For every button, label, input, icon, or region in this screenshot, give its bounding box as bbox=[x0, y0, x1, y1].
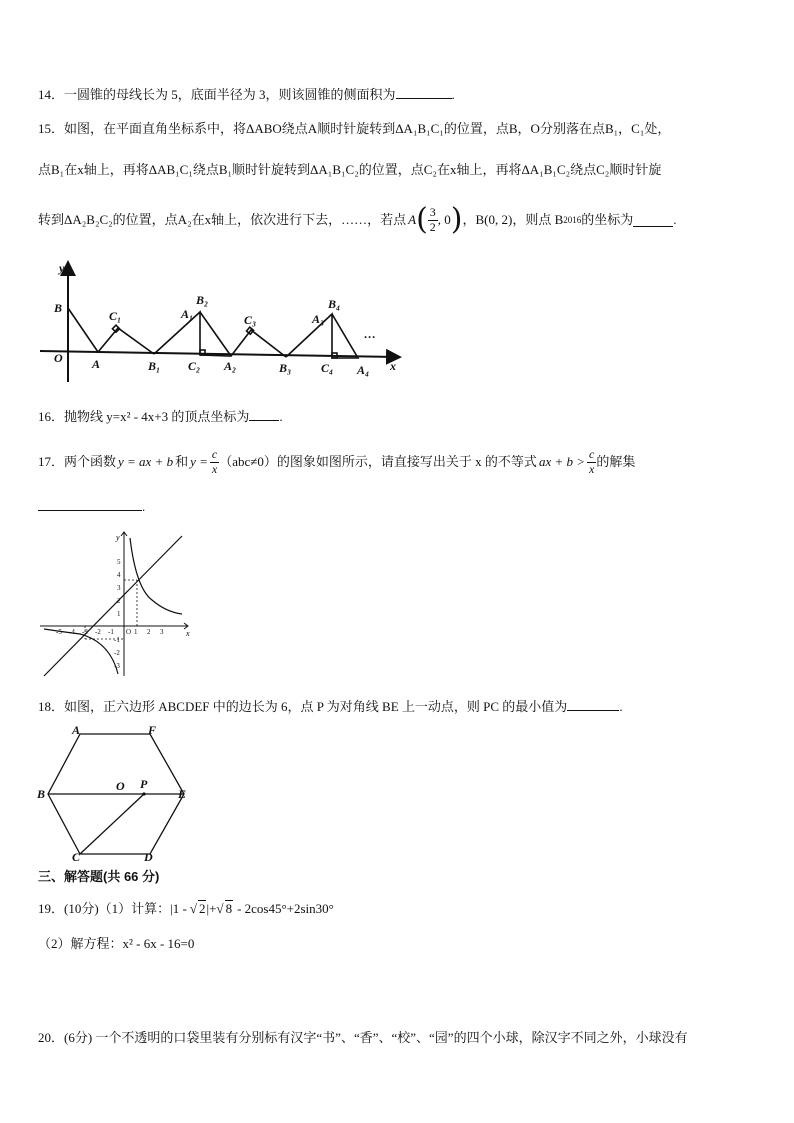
svg-text:B₃: B₃ bbox=[279, 361, 292, 375]
q18-text: 18．如图，正六边形 ABCDEF 中的边长为 6，点 P 为对角线 BE 上一动点，则 PC 的最小值为 bbox=[38, 699, 568, 714]
svg-text:x: x bbox=[390, 359, 396, 373]
svg-text:A₁: A₁ bbox=[181, 307, 194, 321]
question-20: 20．(6分) 一个不透明的口袋里装有分别标有汉字“书”、“香”、“校”、“园”的四个小球，除汉字不同之外，小球没有 bbox=[38, 1030, 688, 1045]
svg-text:C₄: C₄ bbox=[321, 361, 334, 375]
q17-answer-blank[interactable] bbox=[38, 498, 142, 511]
segment-PC bbox=[80, 794, 144, 854]
y-tick-label: 1 bbox=[117, 610, 121, 618]
question-14: 14．一圆锥的母线长为 5，底面半径为 3，则该圆锥的侧面积为 . bbox=[38, 87, 455, 102]
svg-text:A₄: A₄ bbox=[357, 363, 370, 377]
svg-text:…: … bbox=[364, 327, 376, 341]
q17-function-graph bbox=[40, 528, 192, 678]
svg-text:C₁: C₁ bbox=[109, 309, 122, 323]
question-17: 17．两个函数 y = ax + b 和 y = $\frac{c}{x}$ （abc≠0）的图象如图所示，请直接写出关于 x 的不等式 ax + b > $\frac{c}{x}$ 的解集 bbox=[38, 447, 636, 476]
svg-text:D: D bbox=[144, 850, 153, 862]
q15-line1: 15．如图，在平面直角坐标系中，将ΔABO绕点A顺时针旋转到ΔA₁B₁C₁的位置，点B，O分别落在点B₁，C₁处， bbox=[38, 121, 671, 136]
q16-answer-blank[interactable] bbox=[249, 408, 279, 421]
svg-text:E: E bbox=[178, 787, 187, 801]
y-tick-label: -3 bbox=[114, 662, 120, 670]
question-19-part-2: （2）解方程：x² - 6x - 16=0 bbox=[38, 936, 195, 951]
q17-answer-line: . bbox=[38, 498, 145, 515]
svg-text:A: A bbox=[72, 723, 81, 737]
svg-text:P: P bbox=[140, 777, 148, 791]
line-y-ax-b bbox=[44, 536, 182, 676]
y-tick-label: -1 bbox=[114, 636, 120, 644]
y-tick-label: 2 bbox=[117, 597, 121, 605]
question-18: 18．如图，正六边形 ABCDEF 中的边长为 6，点 P 为对角线 BE 上一动点，则 PC 的最小值为 . bbox=[38, 699, 623, 714]
x-tick-label: 3 bbox=[160, 628, 164, 636]
q14-answer-blank[interactable] bbox=[396, 86, 452, 99]
svg-text:O: O bbox=[116, 779, 125, 793]
svg-text:A₃: A₃ bbox=[312, 312, 325, 326]
q15-rotation-figure bbox=[36, 258, 406, 384]
svg-text:B: B bbox=[37, 787, 46, 801]
x-tick-label: -3 bbox=[82, 628, 88, 636]
svg-text:F: F bbox=[148, 723, 157, 737]
q18-hexagon-figure bbox=[36, 722, 196, 862]
x-tick-label: -1 bbox=[108, 628, 114, 636]
q15-fraction: $\frac{3}{2}$ bbox=[429, 205, 436, 234]
y-tick-label: 4 bbox=[117, 571, 121, 579]
svg-text:O: O bbox=[54, 351, 63, 365]
y-tick-label: 3 bbox=[117, 584, 121, 592]
svg-text:y: y bbox=[59, 261, 65, 275]
svg-text:A: A bbox=[92, 357, 101, 371]
svg-text:B₁: B₁ bbox=[148, 359, 161, 373]
x-tick-label: -4 bbox=[69, 628, 75, 636]
svg-text:B₄: B₄ bbox=[328, 297, 341, 311]
q15-line2: 点B₁在x轴上，再将ΔAB₁C₁绕点B₁顺时针旋转到ΔA₁B₁C₂的位置，点C₂在x轴上，再将ΔA₁B₁C₂绕点C₂顺时针旋 bbox=[38, 162, 662, 177]
svg-text:y: y bbox=[116, 533, 120, 542]
y-tick-label: -2 bbox=[114, 649, 120, 657]
svg-text:C: C bbox=[72, 850, 81, 862]
x-tick-label: -2 bbox=[95, 628, 101, 636]
svg-text:B: B bbox=[54, 301, 63, 315]
q15-line3: 转到ΔA₂B₂C₂的位置，点A₂在x轴上，依次进行下去，……，若点 A ( $\frac{3}{2}$ , 0 ) ，B(0, 2)，则点 B 2016 的坐标为 . bbox=[38, 202, 677, 237]
hyperbola-branch-1 bbox=[130, 538, 182, 614]
svg-text:x: x bbox=[186, 629, 190, 638]
section-3-heading: 三、解答题(共 66 分) bbox=[38, 869, 160, 884]
svg-text:C₃: C₃ bbox=[244, 313, 257, 327]
x-tick-label: 1 bbox=[134, 628, 138, 636]
x-tick-label: O bbox=[126, 628, 132, 636]
x-tick-label: 2 bbox=[147, 628, 151, 636]
q16-text: 16．抛物线 y=x² - 4x+3 的顶点坐标为 bbox=[38, 409, 250, 424]
q18-answer-blank[interactable] bbox=[567, 698, 619, 711]
q15-answer-blank[interactable] bbox=[633, 214, 673, 227]
question-16: 16．抛物线 y=x² - 4x+3 的顶点坐标为 . bbox=[38, 409, 283, 424]
q14-text: 14．一圆锥的母线长为 5，底面半径为 3，则该圆锥的侧面积为 bbox=[38, 87, 396, 102]
svg-text:A₂: A₂ bbox=[224, 359, 237, 373]
svg-text:B₂: B₂ bbox=[196, 293, 209, 307]
x-tick-label: -5 bbox=[56, 628, 62, 636]
question-19-part-1: 19．(10分)（1）计算：|1 - √ 2 |+ √ 8 - 2cos45°+2sin30° bbox=[38, 901, 334, 916]
y-tick-label: 5 bbox=[117, 558, 121, 566]
svg-text:C₂: C₂ bbox=[188, 359, 201, 373]
